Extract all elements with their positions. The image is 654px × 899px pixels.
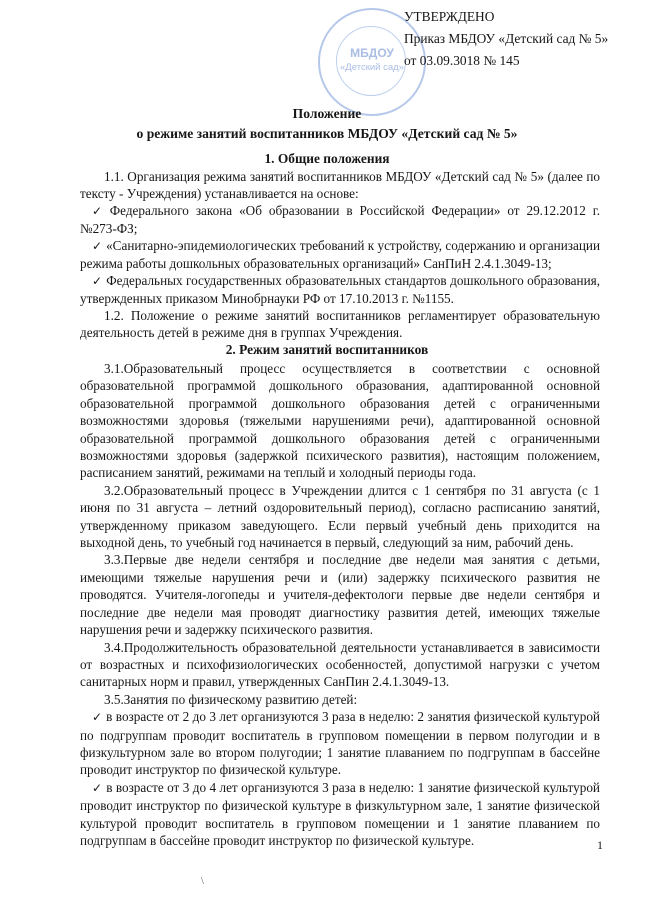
check-icon: ✓ xyxy=(92,710,103,725)
page-number: 1 xyxy=(597,838,603,852)
list-item-text: «Санитарно-эпидемиологических требований к устройству, содержанию и организации режима работы дошкольных образовательных организаций» СанПиН 2.4.1.3049-13; xyxy=(80,238,600,271)
approval-order: Приказ МБДОУ «Детский сад № 5» xyxy=(404,31,609,46)
list-item xyxy=(80,237,600,272)
check-icon: ✓ xyxy=(92,780,103,795)
approval-heading: УТВЕРЖДЕНО xyxy=(404,9,495,24)
document-subtitle: о режиме занятий воспитанников МБДОУ «Детский сад № 5» xyxy=(136,126,518,141)
paragraph-3-1: 3.1.Образовательный процесс осуществляется в соответствии с основной образовательной программой дошкольного образования, адаптированной основной образовательной программой дошкольного образования детей с ограниченными возможностями здоровья (тяжелыми нарушениями речи), адаптированной основной образовательной программой дошкольного образования детей с ограниченными возможностями здоровья (задержкой психического развития), настоящим положением, расписанием занятий, режимами на теплый и холодный периоды года. xyxy=(80,361,600,481)
check-icon: ✓ xyxy=(92,204,106,218)
seal-inner-ring xyxy=(336,26,406,96)
paragraph-3-2: 3.2.Образовательный процесс в Учреждении длится с 1 сентября по 31 августа (с 1 июня по 31 августа – летний оздоровительный период), согласно расписанию занятий, утвержденному приказом заведующего. Если первый учебный день приходится на выходной день, то учебный год начинается в первый, следующий за ним, рабочий день. xyxy=(80,482,600,551)
document-title: Положение xyxy=(292,106,362,121)
section-2-body xyxy=(80,360,600,849)
scan-mark: \ xyxy=(201,876,204,887)
list-item xyxy=(80,202,600,237)
section-2-heading: 2. Режим занятий воспитанников xyxy=(225,342,429,357)
list-item-text: в возрасте от 3 до 4 лет организуются 3 раза в неделю: 1 занятие физической культурой проводит инструктор по физической культуре в физкультурном зале, 1 занятие физической культурой проводит воспитатель в групповом помещении и 1 занятие плаванием по подгруппам в бассейне проводит инструктор по физической культуре. xyxy=(80,779,600,848)
seal-text-line-2: «Детский сад» xyxy=(340,62,404,73)
paragraph-3-4: 3.4.Продолжительность образовательной деятельности устанавливается в зависимости от возрастных и психофизиологических особенностей, допустимой нагрузки с учетом санитарных норм и правил, утвержденных СанПин 2.4.1.3049-13. xyxy=(80,639,600,690)
approval-date: от 03.09.3018 № 145 xyxy=(404,53,520,68)
list-item xyxy=(80,272,600,307)
paragraph-3-3: 3.3.Первые две недели сентября и последние две недели мая занятия с детьми, имеющими тяжелые нарушения речи и (или) задержку психического развития не проводятся. Учителя-логопеды и учителя-дефектологи первые две недели сентября и последние две недели мая проводят диагностику развития детей, имеющих тяжелые нарушения речи и задержку психического развития. xyxy=(80,552,600,638)
check-icon: ✓ xyxy=(92,239,103,253)
section-1-heading: 1. Общие положения xyxy=(264,151,390,166)
list-item xyxy=(80,708,600,779)
paragraph-1-2: 1.2. Положение о режиме занятий воспитанников регламентирует образовательную деятельность детей в режиме дня в группах Учреждения. xyxy=(80,308,600,340)
list-item-text: Федеральных государственных образовательных стандартов дошкольного образования, утвержденных приказом Минобрнауки РФ от 17.10.2013 г. №1155. xyxy=(80,273,601,306)
seal-text-line-1: МБДОУ xyxy=(350,46,394,60)
check-icon: ✓ xyxy=(92,274,103,288)
approval-block xyxy=(404,6,608,72)
section-1-body xyxy=(80,168,600,341)
paragraph-1-1: 1.1. Организация режима занятий воспитанников МБДОУ «Детский сад № 5» (далее по тексту - Учреждения) устанавливается на основе: xyxy=(80,169,600,201)
list-item-text: в возрасте от 2 до 3 лет организуются 3 раза в неделю: 2 занятия физической культурой по подгруппам проводит воспитатель в групповом помещении в первом полугодии и в физкультурном зале во втором полугодии; 1 занятие плаванием по подгруппам в бассейне проводит инструктор по физической культуре. xyxy=(80,709,600,778)
list-item-text: Федерального закона «Об образовании в Российской Федерации» от 29.12.2012 г. №273-ФЗ; xyxy=(80,203,600,236)
paragraph-3-5: 3.5.Занятия по физическому развитию детей: xyxy=(104,691,358,707)
list-item xyxy=(80,779,600,850)
